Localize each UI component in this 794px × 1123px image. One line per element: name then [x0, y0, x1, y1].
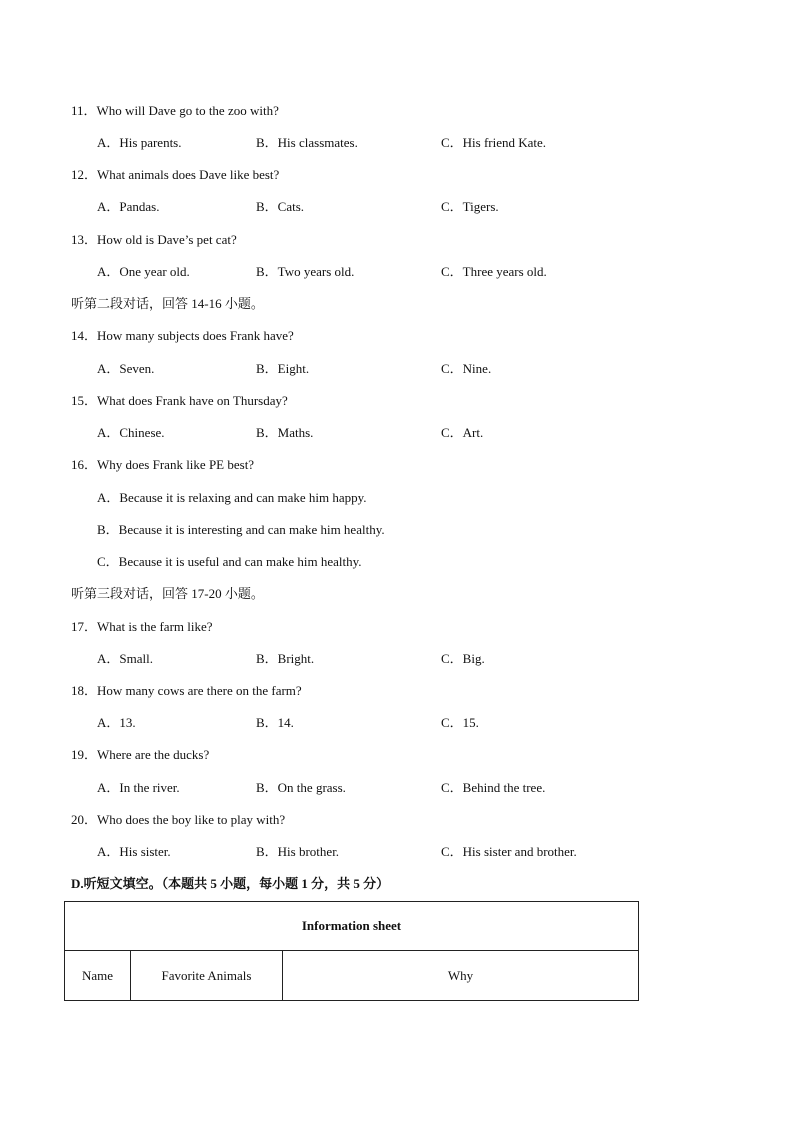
question-text: How old is Dave’s pet cat?	[97, 232, 237, 247]
option-a: A．His parents.	[97, 135, 182, 150]
question-19	[71, 747, 209, 763]
question-text: How many subjects does Frank have?	[97, 328, 294, 343]
question-number: 19．	[71, 747, 98, 762]
table-title: Information sheet	[65, 902, 638, 951]
option-b: B．Bright.	[256, 651, 315, 666]
question-number: 15．	[71, 393, 98, 408]
option-a: A．Small.	[97, 651, 153, 666]
option-b: B．Maths.	[256, 425, 314, 440]
option-c: C．His friend Kate.	[441, 135, 547, 150]
option-b: B．His classmates.	[256, 135, 358, 150]
option-a: A．Chinese.	[97, 425, 165, 440]
question-text: What is the farm like?	[97, 619, 213, 634]
option-a: A．Seven.	[97, 361, 155, 376]
information-sheet-table	[64, 901, 639, 1001]
section-heading-second: 听第二段对话，回答 14-16 小题。	[71, 296, 264, 311]
option-b: B．Cats.	[256, 199, 305, 214]
question-text: What does Frank have on Thursday?	[97, 393, 288, 408]
option-c: C．Nine.	[441, 361, 492, 376]
header-favorite-animals: Favorite Animals	[131, 951, 283, 1000]
question-12	[71, 167, 279, 183]
question-number: 17．	[71, 619, 98, 634]
option-c: C．Big.	[441, 651, 485, 666]
option-b: B．14.	[256, 715, 294, 730]
option-c: C．Because it is useful and can make him healthy.	[97, 554, 362, 569]
header-why: Why	[447, 967, 474, 983]
question-16	[71, 457, 254, 473]
table-header-row	[65, 951, 638, 1000]
option-a: A．His sister.	[97, 844, 171, 859]
option-b: B．On the grass.	[256, 780, 346, 795]
question-number: 11．	[71, 103, 97, 118]
question-text: How many cows are there on the farm?	[97, 683, 302, 698]
option-a: A．13.	[97, 715, 136, 730]
question-text: Where are the ducks?	[97, 747, 210, 762]
question-text: Who does the boy like to play with?	[97, 812, 286, 827]
option-a: A．One year old.	[97, 264, 190, 279]
question-number: 16．	[71, 457, 98, 472]
question-15	[71, 393, 288, 409]
question-14	[71, 328, 294, 344]
option-c: C．Art.	[441, 425, 484, 440]
option-c: C．Behind the tree.	[441, 780, 546, 795]
question-13	[71, 232, 237, 248]
option-b: B．His brother.	[256, 844, 340, 859]
question-number: 13．	[71, 232, 98, 247]
question-18	[71, 683, 302, 699]
question-17	[71, 619, 213, 635]
question-number: 18．	[71, 683, 98, 698]
question-text: Who will Dave go to the zoo with?	[96, 103, 279, 118]
option-a: A．Because it is relaxing and can make him happy.	[97, 490, 367, 505]
question-text: Why does Frank like PE best?	[97, 457, 255, 472]
option-c: C．Three years old.	[441, 264, 547, 279]
question-number: 20．	[71, 812, 98, 827]
header-name: Name	[65, 951, 131, 1000]
question-20	[71, 812, 285, 828]
option-b: B．Eight.	[256, 361, 310, 376]
option-b: B．Because it is interesting and can make him healthy.	[97, 522, 385, 537]
question-number: 12．	[71, 167, 98, 182]
section-heading-third: 听第三段对话，回答 17-20 小题。	[71, 586, 264, 601]
option-a: A．Pandas.	[97, 199, 160, 214]
question-text: What animals does Dave like best?	[97, 167, 280, 182]
option-b: B．Two years old.	[256, 264, 355, 279]
option-c: C．His sister and brother.	[441, 844, 577, 859]
question-11	[71, 103, 279, 119]
option-c: C．15.	[441, 715, 479, 730]
section-heading-d: D.听短文填空。（本题共 5 小题，每小题 1 分，共 5 分）	[71, 876, 390, 891]
option-c: C．Tigers.	[441, 199, 499, 214]
option-a: A．In the river.	[97, 780, 180, 795]
question-number: 14．	[71, 328, 98, 343]
